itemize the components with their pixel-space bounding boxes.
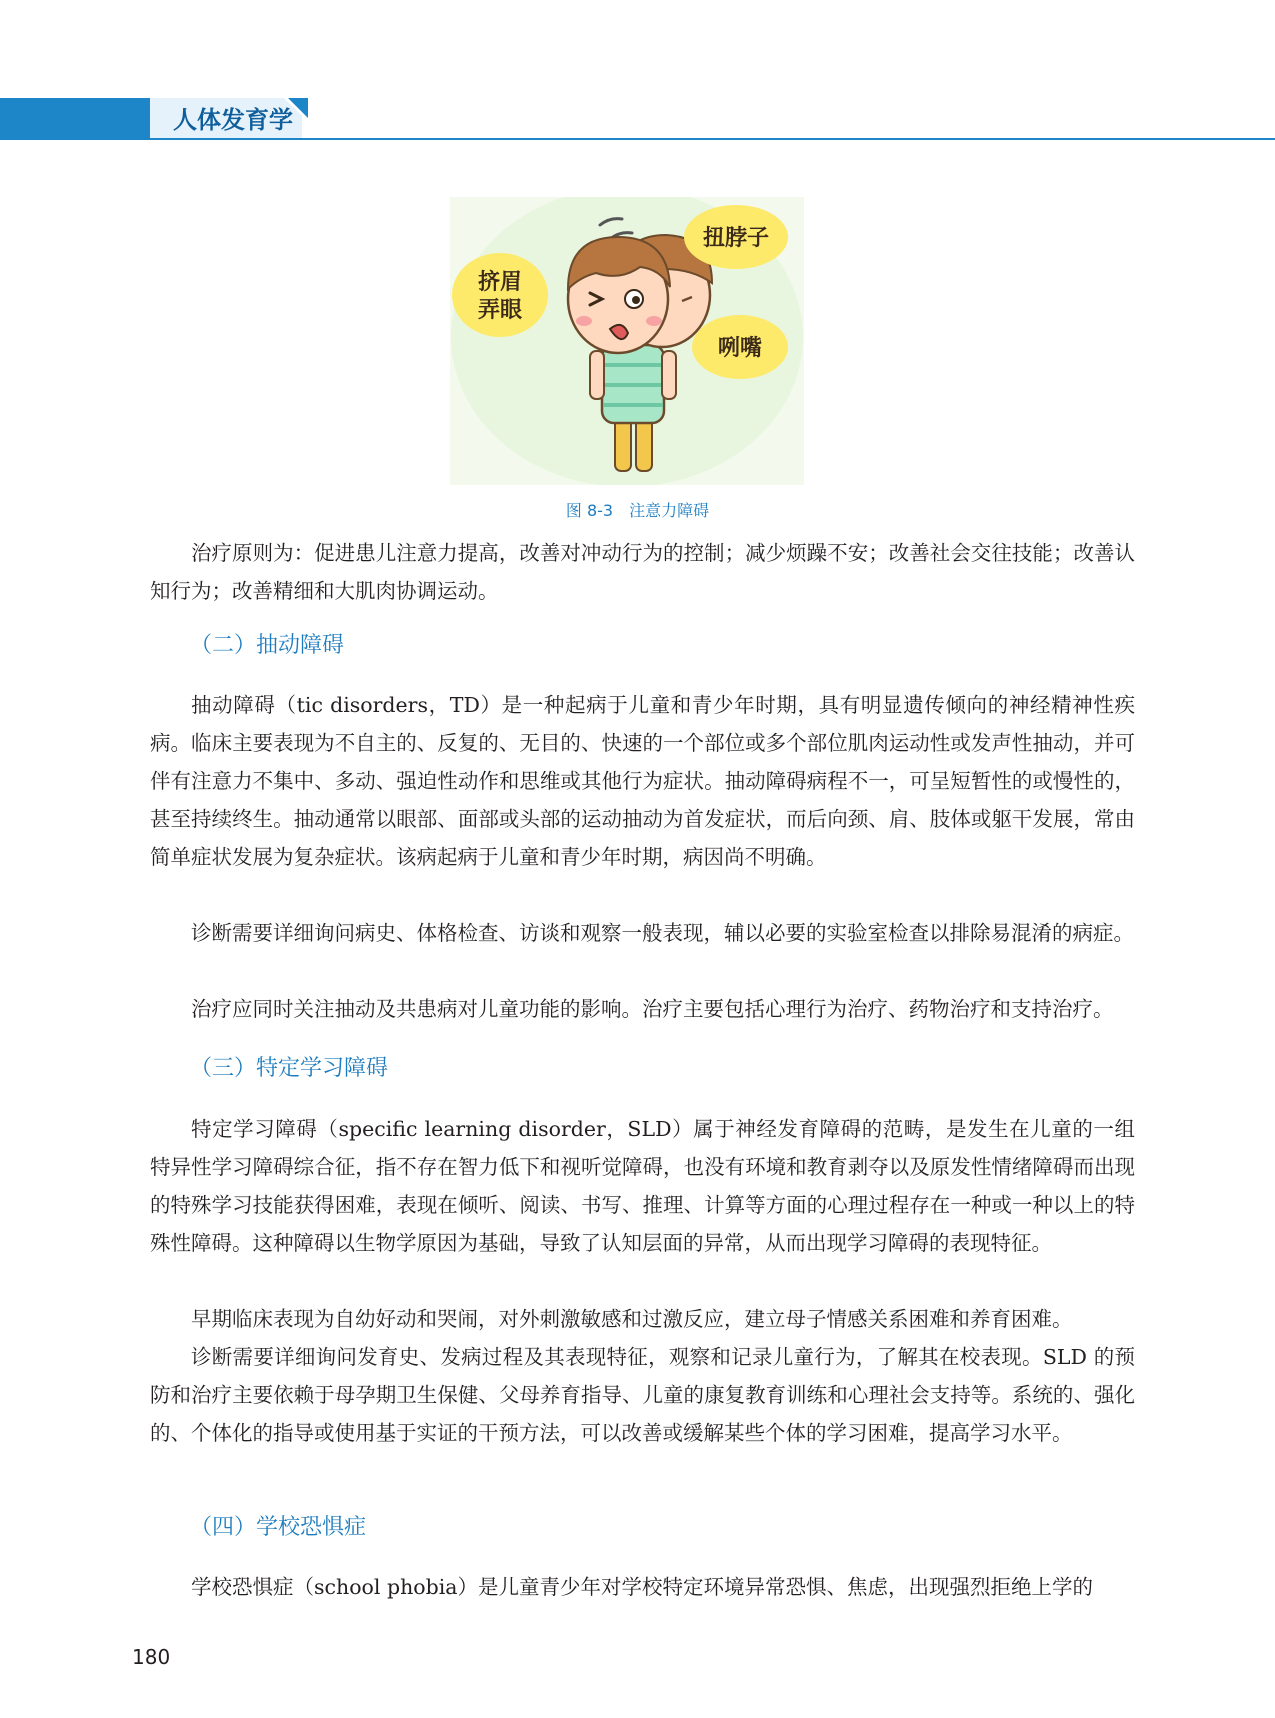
tic-illustration	[450, 197, 804, 485]
header-rule	[150, 138, 1275, 140]
figure-illustration	[450, 197, 804, 485]
figure-caption: 图 8-3 注意力障碍	[565, 501, 710, 520]
paragraph-sld-diagnosis: 诊断需要详细询问发育史、发病过程及其表现特征，观察和记录儿童行为，了解其在校表现。SLD 的预防和治疗主要依赖于母孕期卫生保健、父母养育指导、儿童的康复教育训练和心理社会支持等。系统的、强化的、个体化的指导或使用基于实证的干预方法，可以改善或缓解某些个体的学习困难，提高学习水平。	[150, 1345, 1135, 1445]
bubble-top-label: 扭脖子	[702, 226, 770, 251]
section-heading-school-phobia: （四）学校恐惧症	[190, 1515, 367, 1540]
bubble-left-line1: 挤眉	[477, 270, 523, 295]
book-title: 人体发育学	[173, 106, 293, 134]
header-band	[0, 98, 155, 140]
paragraph-tic-diagnosis: 诊断需要详细询问病史、体格检查、访谈和观察一般表现，辅以必要的实验室检查以排除易混淆的病症。	[191, 921, 1134, 945]
paragraph-tic-definition: 抽动障碍（tic disorders，TD）是一种起病于儿童和青少年时期，具有明显遗传倾向的神经精神性疾病。临床主要表现为不自主的、反复的、无目的、快速的一个部位或多个部位肌肉运动性或发声性抽动，并可伴有注意力不集中、多动、强迫性动作和思维或其他行为症状。抽动障碍病程不一，可呈短暂性的或慢性的，甚至持续终生。抽动通常以眼部、面部或头部的运动抽动为首发症状，而后向颈、肩、肢体或躯干发展，常由简单症状发展为复杂症状。该病起病于儿童和青少年时期，病因尚不明确。	[150, 693, 1135, 869]
section-heading-sld: （三）特定学习障碍	[190, 1056, 389, 1081]
paragraph-sld-early: 早期临床表现为自幼好动和哭闹，对外刺激敏感和过激反应，建立母子情感关系困难和养育困难。	[191, 1307, 1073, 1331]
section-heading-tic: （二）抽动障碍	[190, 633, 345, 658]
page-number: 180	[132, 1645, 171, 1669]
bubble-right-label: 咧嘴	[717, 336, 763, 361]
paragraph-school-phobia: 学校恐惧症（school phobia）是儿童青少年对学校特定环境异常恐惧、焦虑，出现强烈拒绝上学的	[191, 1575, 1094, 1599]
paragraph-treatment-principles: 治疗原则为：促进患儿注意力提高，改善对冲动行为的控制；减少烦躁不安；改善社会交往技能；改善认知行为；改善精细和大肌肉协调运动。	[150, 541, 1135, 603]
paragraph-sld-definition: 特定学习障碍（specific learning disorder，SLD）属于神经发育障碍的范畴，是发生在儿童的一组特异性学习障碍综合征，指不存在智力低下和视听觉障碍，也没有环境和教育剥夺以及原发性情绪障碍而出现的特殊学习技能获得困难，表现在倾听、阅读、书写、推理、计算等方面的心理过程存在一种或一种以上的特殊性障碍。这种障碍以生物学原因为基础，导致了认知层面的异常，从而出现学习障碍的表现特征。	[150, 1117, 1135, 1255]
paragraph-tic-treatment: 治疗应同时关注抽动及共患病对儿童功能的影响。治疗主要包括心理行为治疗、药物治疗和支持治疗。	[191, 997, 1114, 1021]
bubble-left-line2: 弄眼	[477, 298, 523, 323]
